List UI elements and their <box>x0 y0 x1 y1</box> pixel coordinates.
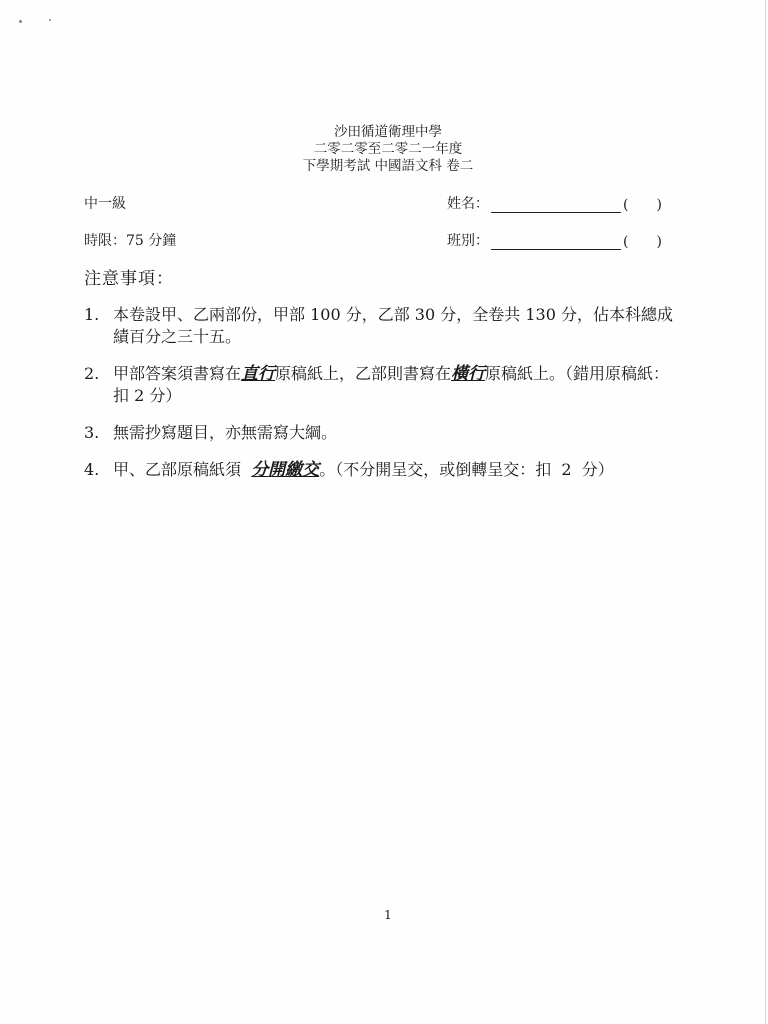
name-blank-line[interactable] <box>491 200 621 213</box>
note-text: 本卷設甲、乙兩部份，甲部 100 分，乙部 30 分，全卷共 130 分，佔本科總成績百分之三十五。 <box>113 305 673 346</box>
school-name: 沙田循道衛理中學 <box>334 124 442 140</box>
note-text-part: 原稿紙上，乙部則書寫在 <box>275 364 452 383</box>
page-number: 1 <box>384 908 392 922</box>
note-item <box>84 422 684 444</box>
note-text-part: 甲部答案須書寫在 <box>113 364 242 383</box>
class-number-paren-open: ( <box>623 197 629 213</box>
class-blank-line[interactable] <box>491 237 621 250</box>
emphasis-separate-submit: 分開繳交 <box>251 460 320 480</box>
exam-title: 下學期考試 中國語文科 卷二 <box>302 158 474 174</box>
note-text <box>113 363 673 407</box>
note-item <box>84 304 684 348</box>
note-text-part: 原稿紙上。（錯用原稿紙：扣 2 分） <box>113 364 670 405</box>
note-number: 1. <box>84 305 100 324</box>
scan-speck <box>19 20 22 23</box>
level-label: 中一級 <box>84 196 126 212</box>
note-number: 4. <box>84 460 100 479</box>
class-number-paren-close: ) <box>656 197 662 213</box>
emphasis-vertical: 直行 <box>241 364 276 384</box>
academic-year: 二零二零至二零二一年度 <box>313 141 463 157</box>
time-limit-label: 時限：75 分鐘 <box>84 233 177 249</box>
scan-edge-line <box>765 0 766 1024</box>
notes-title: 注意事項： <box>84 269 174 289</box>
class-number-paren-close: ) <box>656 234 662 250</box>
name-field[interactable] <box>447 193 662 213</box>
note-item <box>84 459 684 481</box>
note-item <box>84 363 684 407</box>
emphasis-horizontal: 橫行 <box>451 364 486 384</box>
note-text <box>113 459 673 481</box>
note-number: 3. <box>84 423 100 442</box>
class-label: 班別： <box>447 233 489 249</box>
exam-header <box>200 124 576 175</box>
note-number: 2. <box>84 364 100 383</box>
class-field[interactable] <box>447 230 662 250</box>
class-number-paren-open: ( <box>623 234 629 250</box>
note-text-part: 。（不分開呈交，或倒轉呈交：扣 2 分） <box>319 460 614 479</box>
name-label: 姓名： <box>447 196 489 212</box>
scan-speck <box>49 19 51 21</box>
note-text-part: 甲、乙部原稿紙須 <box>113 460 252 479</box>
note-text: 無需抄寫題目，亦無需寫大綱。 <box>113 423 338 442</box>
